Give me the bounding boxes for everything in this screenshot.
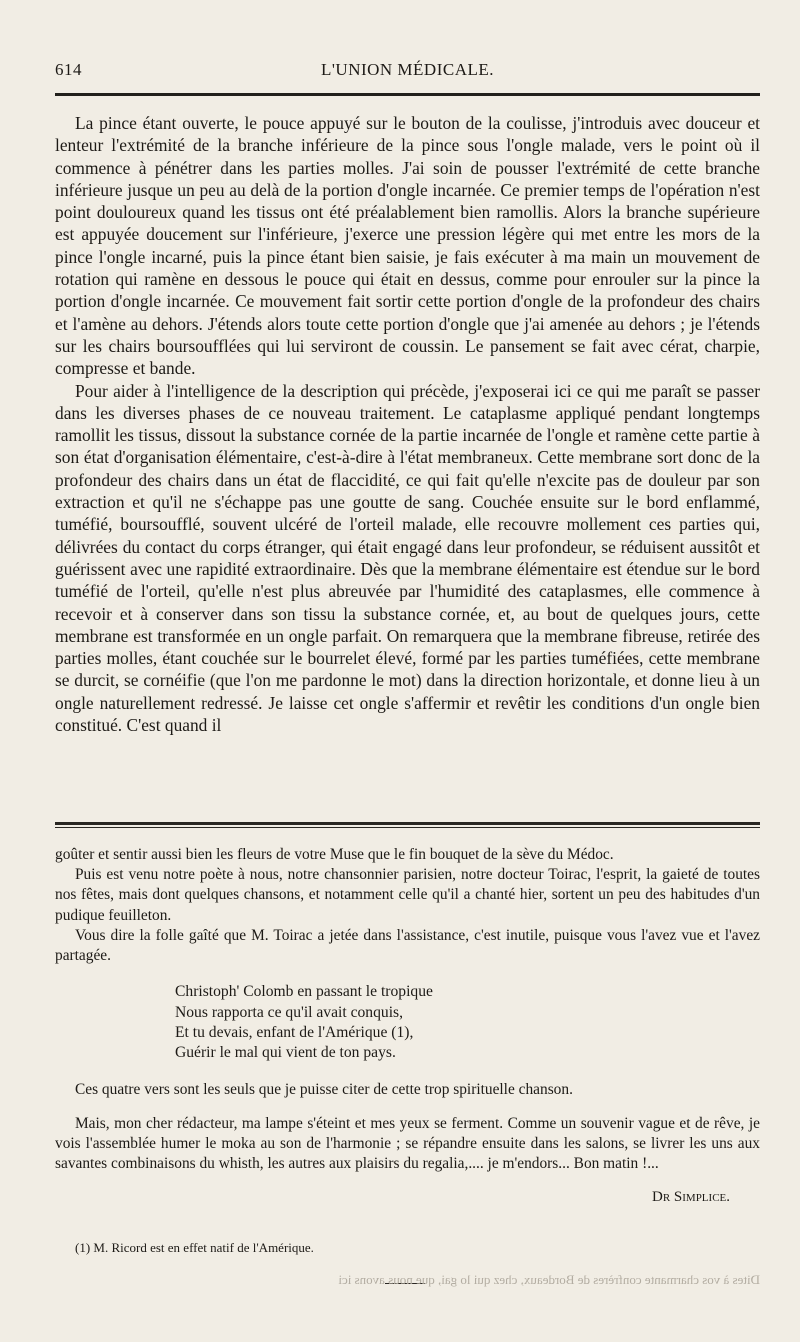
feuilleton-paragraph: goûter et sentir aussi bien les fleurs de votre Muse que le fin bouquet de la sève du Médoc. <box>55 846 614 863</box>
author-signature: Dr Simplice. <box>651 1188 730 1205</box>
feuilleton-paragraph: Puis est venu notre poète à nous, notre chansonnier parisien, notre docteur Toirac, l'esprit, la gaieté de toutes nos fêtes, mais dont quelques chansons, et notamment celle qu'il a chanté hier, sortent un peu des habitudes d'un pudique feuilleton. <box>55 866 760 924</box>
feuilleton-paragraph: Ces quatre vers sont les seuls que je puisse citer de cette trop spirituelle chanson. <box>75 1080 573 1098</box>
verse-line: Guérir le mal qui vient de ton pays. <box>175 1044 396 1062</box>
feuilleton <box>55 845 760 1207</box>
running-title: L'UNION MÉDICALE. <box>320 60 495 79</box>
article-paragraph: La pince étant ouverte, le pouce appuyé sur le bouton de la coulisse, j'introduis avec douceur et lenteur l'extrémité de la branche inférieure de la pince sous l'ongle malade, vers le point où il commence à pénétrer dans les parties molles. J'ai soin de pousser l'extrémité de cette branche inférieure jusque un peu au delà de la portion d'ongle incarnée. Ce premier temps de l'opération n'est point douloureux quand les tissus ont été préalablement bien ramollis. Alors la branche supérieure est appuyée doucement sur l'inférieure, j'exerce une pression légère qui met entre les mors de la pince l'ongle incarné, puis la pince étant bien saisie, je fais exécuter à ma main un mouvement de rotation qui ramène en dessous le pouce qui était en dessus, comme pour enrouler sur la pince la portion d'ongle incarnée. Ce mouvement fait sortir cette portion d'ongle de la profondeur des chairs et l'amène au dehors. J'étends alors toute cette portion d'ongle que j'ai amenée au dehors ; je l'étends sur les chairs boursoufflées qui lui serviront de coussin. Le pansement se fait avec cérat, charpie, compresse et bande. <box>55 113 760 379</box>
feuilleton-paragraph: Vous dire la folle gaîté que M. Toirac a jetée dans l'assistance, c'est inutile, puisque vous l'avez vue et l'avez partagée. <box>55 926 760 965</box>
bleed-through-text: Dites à vos charmante confrères de Bordeaux, chez qui lo gai, que nous avons ici <box>338 1272 760 1287</box>
verse-line: Christoph' Colomb en passant le tropique <box>175 983 433 1001</box>
closing-paragraph: Mais, mon cher rédacteur, ma lampe s'éteint et mes yeux se ferment. Comme un souvenir vague et de rêve, je vois l'assemblée humer le moka au son de l'harmonie ; se répandre ensuite dans les salons, se livrer les uns aux savantes combinaisons du whisth, les autres aux plaisirs du regalia,.... je m'endors... Bon matin !... <box>55 1115 760 1173</box>
page-number: 614 <box>55 60 82 79</box>
section-rule-thin <box>55 827 760 828</box>
header-rule <box>55 93 760 96</box>
verse-line: Et tu devais, enfant de l'Amérique (1), <box>175 1024 414 1042</box>
section-rule <box>55 822 760 825</box>
footnote: (1) M. Ricord est en effet natif de l'Amérique. <box>75 1240 314 1255</box>
song-verse <box>175 982 760 1064</box>
article-paragraph: Pour aider à l'intelligence de la description qui précède, j'exposerai ici ce qui me paraît se passer dans les diverses phases de ce nouveau traitement. Le cataplasme appliqué pendant longtemps ramollit les tissus, dissout la substance cornée de la partie incarnée de l'ongle et ramène cette partie à son état d'organisation élémentaire, c'est-à-dire à l'état membraneux. Cette membrane sort donc de la profondeur des chairs dans un état de flaccidité, ce qui fait qu'elle n'excite pas de douleur par son extraction et qu'il ne s'échappe pas une goutte de sang. Couchée ensuite sur le bord enflammé, tuméfié, boursoufflé, souvent ulcéré de l'orteil malade, elle recouvre mollement ces parties qui, délivrées du contact du corps étranger, qui était engagé dans leur profondeur, se réduisent aussitôt et guérissent avec une rapidité extraordinaire. Dès que la membrane élémentaire est étendue sur le bord tuméfié de l'orteil, qu'elle n'est plus abreuvée par l'humidité des cataplasmes, elle commence à recevoir et à conserver dans son tissu la substance cornée, et, au bout de quelques jours, cette membrane est transformée en un ongle parfait. On remarquera que la membrane fibreuse, retirée des parties molles, étant couchée sur le bourrelet élevé, formé par les parties tuméfiées, cette membrane se durcit, se cornéifie (que l'on me pardonne le mot) dans la direction horizontale, et donne lieu à un ongle naturellement redressé. Je laisse cet ongle s'affermir et revêtir les conditions d'un ongle bien constitué. C'est quand il <box>55 380 760 736</box>
main-article <box>55 112 760 736</box>
verse-line: Nous rapporta ce qu'il avait conquis, <box>175 1003 403 1021</box>
page-header <box>55 60 760 90</box>
